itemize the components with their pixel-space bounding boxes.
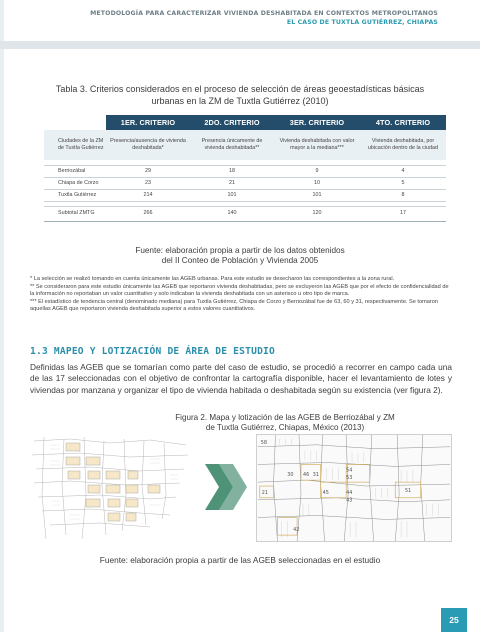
table-header-cell: 2DO. CRITERIO	[190, 115, 274, 130]
double-chevron-right-icon	[203, 462, 249, 512]
table-header-cell: 1ER. CRITERIO	[106, 115, 190, 130]
page-edge-strip	[0, 0, 4, 632]
table-header-cell: 4TO. CRITERIO	[360, 115, 446, 130]
table-source-line-1: Fuente: elaboración propia a partir de los datos obtenidos	[135, 246, 345, 255]
map-label: 21	[261, 489, 268, 496]
figure-caption-line-1: Figura 2. Mapa y lotización de las AGEB de Berriozábal y ZM	[175, 413, 395, 422]
body-paragraph: Definidas las AGEB que se tomarían como parte del caso de estudio, se procedió a recorrer en campo cada una de las 17 seleccionadas con el objetivo de confrontar la cartografía disponible, hacer el levantamiento de lotes y viviendas por manzana y organizar el tipo de vivienda habitada o deshabitada según su existencia (ver figura 2).	[30, 362, 452, 395]
tuxtla-map	[256, 434, 452, 542]
figure-2	[30, 435, 452, 543]
table-caption	[30, 84, 450, 107]
table-cell: 4	[360, 165, 446, 177]
table-subtotal-row	[44, 206, 446, 221]
table-footnotes	[30, 276, 450, 314]
table-cell: 10	[274, 177, 360, 189]
table-cell: 5	[360, 177, 446, 189]
footnote: * La selección se realizó tomando en cuenta únicamente las AGEB urbanas. Para este estudio se desecharon las correspondientes a la zona rural.	[30, 276, 395, 282]
page-number: 25	[441, 608, 467, 632]
footnote: *** El estadístico de tendencia central (denominado mediana) para Tuxtla Gutiérrez, Chiapa de Corzo y Berriozábal fue de 63, 60 y 31, respectivamente. Se tomaron aquellas AGEB que reportaron vivienda deshabitada superior a estos valores cuantitativos.	[30, 298, 438, 313]
berriozabal-map	[30, 435, 190, 543]
table-cell: 8	[360, 189, 446, 201]
table-cell: Chiapa de Corzo	[44, 177, 106, 189]
figure-caption	[140, 413, 430, 433]
table-cell: 18	[190, 165, 274, 177]
table-header-row	[44, 115, 446, 130]
table-header-cell	[44, 115, 106, 130]
running-header-title: METODOLOGÍA PARA CARACTERIZAR VIVIENDA DESHABITADA EN CONTEXTOS METROPOLITANOS	[90, 10, 438, 17]
table-cell: 23	[106, 177, 190, 189]
running-header-subtitle: EL CASO DE TUXTLA GUTIÉRREZ, CHIAPAS	[286, 18, 438, 26]
table-cell: 101	[190, 189, 274, 201]
table-cell: Subtotal ZMTG	[44, 206, 106, 221]
table-caption-line-1: Tabla 3. Criterios considerados en el proceso de selección de áreas geoestadísticas básicas	[55, 84, 425, 94]
table-cell: 214	[106, 189, 190, 201]
map-label: 53	[346, 475, 353, 482]
table-cell: Vivienda deshabitada con valor mayor a la mediana***	[274, 130, 360, 160]
map-label: 58	[260, 439, 267, 446]
table-caption-line-2: urbanas en la ZM de Tuxtla Gutiérrez (2010)	[151, 95, 329, 106]
table-cell: Berriozábal	[44, 165, 106, 177]
table-cell: Ciudades de la ZM de Tuxtla Gutiérrez	[44, 130, 106, 160]
map-label: 44	[346, 489, 353, 496]
map-label: 45	[322, 489, 329, 496]
table-row	[44, 165, 446, 177]
map-label: 54	[346, 467, 353, 474]
criteria-table	[44, 115, 446, 222]
table-cell: Tuxtla Gutiérrez	[44, 189, 106, 201]
table-row	[44, 189, 446, 201]
table-cell: 140	[190, 206, 274, 221]
table-cell: Presencia/ausencia de vivienda deshabitada*	[106, 130, 190, 160]
table-cell: 120	[274, 206, 360, 221]
figure-caption-line-2: de Tuxtla Gutiérrez, Chiapas, México (2013)	[205, 423, 365, 432]
map-label: 31	[312, 472, 320, 479]
table-cell: 9	[274, 165, 360, 177]
table-cell: 29	[106, 165, 190, 177]
header-band	[0, 41, 480, 49]
table-source-line-2: del II Conteo de Población y Vivienda 2005	[161, 256, 319, 265]
map-label: 51	[405, 487, 412, 494]
table-source	[30, 246, 450, 266]
running-header	[90, 10, 438, 27]
table-cell: Vivienda deshabitada, por ubicación dentro de la ciudad	[360, 130, 446, 160]
table-header-cell: 3ER. CRITERIO	[274, 115, 360, 130]
table-cell: 101	[274, 189, 360, 201]
section-heading: 1.3 MAPEO Y LOTIZACIÓN DE ÁREA DE ESTUDIO	[30, 346, 276, 357]
table-cell: Presencia únicamente de vivienda deshabitada**	[190, 130, 274, 160]
table-row	[44, 177, 446, 189]
map-label: 30	[287, 472, 294, 479]
table-description-row	[44, 130, 446, 160]
table-cell: 17	[360, 206, 446, 221]
table-cell: 21	[190, 177, 274, 189]
figure-source: Fuente: elaboración propia a partir de las AGEB seleccionadas en el estudio	[99, 555, 381, 565]
map-label: 43	[346, 497, 353, 504]
map-label: 46	[302, 472, 310, 479]
table-cell: 266	[106, 206, 190, 221]
footnote: ** Se consideraron para este estudio únicamente las AGEB que reportaron vivienda deshabitadas, pero se excluyeron las AGEB que por el efecto de confidencialidad de la información no reportaban un valor cuantitativo y solo indicaban la vivienda deshabitada con un asterisco u otro tipo de marca.	[30, 283, 449, 298]
map-label: 42	[293, 527, 300, 534]
